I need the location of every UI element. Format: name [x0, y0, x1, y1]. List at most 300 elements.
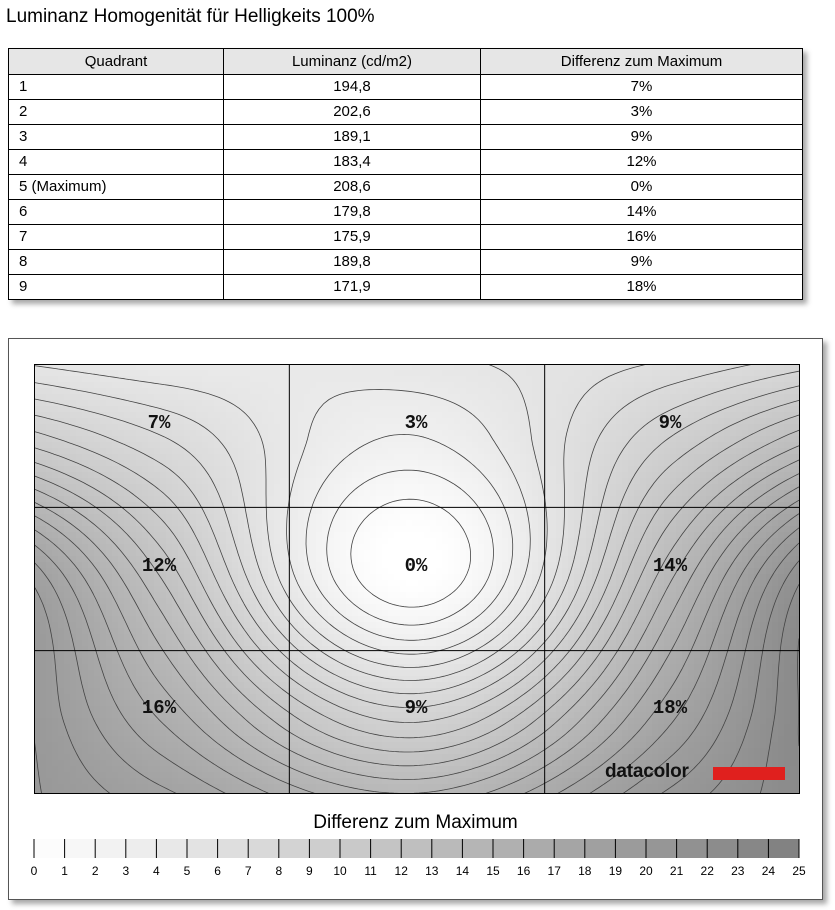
heatmap-pixel [394, 388, 401, 395]
heatmap-pixel [694, 430, 701, 437]
heatmap-pixel [94, 508, 101, 515]
heatmap-pixel [772, 550, 779, 557]
heatmap-pixel [370, 514, 377, 521]
heatmap-pixel [334, 526, 341, 533]
heatmap-pixel [706, 490, 713, 497]
heatmap-pixel [460, 592, 467, 599]
heatmap-pixel [484, 382, 491, 389]
heatmap-pixel [508, 574, 515, 581]
heatmap-pixel [136, 586, 143, 593]
heatmap-pixel [220, 454, 227, 461]
heatmap-pixel [532, 514, 539, 521]
heatmap-pixel [622, 514, 629, 521]
heatmap-pixel [736, 430, 743, 437]
heatmap-pixel [754, 436, 761, 443]
heatmap-pixel [112, 424, 119, 431]
heatmap-pixel [184, 472, 191, 479]
heatmap-pixel [40, 382, 47, 389]
heatmap-pixel [262, 592, 269, 599]
heatmap-pixel [526, 382, 533, 389]
heatmap-pixel [268, 454, 275, 461]
heatmap-pixel [634, 478, 641, 485]
heatmap-pixel [94, 370, 101, 377]
heatmap-pixel [250, 412, 257, 419]
heatmap-pixel [712, 466, 719, 473]
heatmap-pixel [724, 532, 731, 539]
heatmap-pixel [664, 400, 671, 407]
heatmap-pixel [412, 436, 419, 443]
heatmap-pixel [250, 454, 257, 461]
heatmap-pixel [238, 514, 245, 521]
heatmap-pixel [652, 430, 659, 437]
heatmap-pixel [454, 418, 461, 425]
heatmap-pixel [478, 460, 485, 467]
heatmap-pixel [208, 418, 215, 425]
heatmap-pixel [400, 592, 407, 599]
heatmap-pixel [262, 472, 269, 479]
heatmap-pixel [610, 442, 617, 449]
heatmap-pixel [250, 466, 257, 473]
heatmap-pixel [496, 556, 503, 563]
heatmap-pixel [394, 412, 401, 419]
heatmap-pixel [328, 490, 335, 497]
heatmap-pixel [262, 412, 269, 419]
heatmap-pixel [256, 580, 263, 587]
heatmap-pixel [670, 400, 677, 407]
heatmap-pixel [304, 496, 311, 503]
heatmap-pixel [778, 466, 785, 473]
heatmap-pixel [418, 508, 425, 515]
heatmap-pixel [610, 544, 617, 551]
heatmap-pixel [352, 424, 359, 431]
heatmap-pixel [718, 472, 725, 479]
heatmap-pixel [580, 448, 587, 455]
heatmap-pixel [40, 568, 47, 575]
heatmap-pixel [280, 514, 287, 521]
heatmap-pixel [652, 526, 659, 533]
heatmap-pixel [586, 574, 593, 581]
heatmap-pixel [688, 418, 695, 425]
heatmap-pixel [244, 538, 251, 545]
heatmap-pixel [118, 370, 125, 377]
heatmap-pixel [628, 376, 635, 383]
heatmap-pixel [184, 436, 191, 443]
heatmap-pixel [244, 400, 251, 407]
heatmap-pixel [730, 394, 737, 401]
heatmap-pixel [766, 442, 773, 449]
heatmap-pixel [340, 424, 347, 431]
heatmap-pixel [214, 418, 221, 425]
heatmap-pixel [136, 532, 143, 539]
heatmap-pixel [112, 454, 119, 461]
heatmap-pixel [670, 586, 677, 593]
heatmap-pixel [406, 370, 413, 377]
heatmap-pixel [262, 550, 269, 557]
heatmap-pixel [178, 388, 185, 395]
heatmap-pixel [256, 400, 263, 407]
heatmap-pixel [148, 442, 155, 449]
heatmap-pixel [736, 448, 743, 455]
heatmap-pixel [616, 538, 623, 545]
heatmap-pixel [172, 460, 179, 467]
heatmap-pixel [460, 442, 467, 449]
heatmap-pixel [514, 568, 521, 575]
heatmap-pixel [580, 376, 587, 383]
heatmap-pixel [724, 454, 731, 461]
heatmap-pixel [160, 532, 167, 539]
heatmap-pixel [226, 478, 233, 485]
heatmap-pixel [490, 418, 497, 425]
heatmap-pixel [154, 472, 161, 479]
heatmap-pixel [352, 520, 359, 527]
heatmap-pixel [400, 514, 407, 521]
heatmap-pixel [274, 556, 281, 563]
heatmap-pixel [334, 382, 341, 389]
heatmap-pixel [550, 562, 557, 569]
heatmap-pixel [628, 460, 635, 467]
heatmap-pixel [70, 394, 77, 401]
heatmap-pixel [352, 472, 359, 479]
heatmap-pixel [106, 562, 113, 569]
heatmap-pixel [70, 466, 77, 473]
heatmap-pixel [706, 448, 713, 455]
heatmap-pixel [232, 454, 239, 461]
heatmap-pixel [784, 544, 791, 551]
heatmap-pixel [748, 472, 755, 479]
heatmap-pixel [520, 532, 527, 539]
heatmap-pixel [142, 460, 149, 467]
heatmap-pixel [124, 454, 131, 461]
heatmap-pixel [526, 472, 533, 479]
heatmap-pixel [64, 526, 71, 533]
heatmap-pixel [748, 514, 755, 521]
heatmap-pixel [418, 472, 425, 479]
heatmap-pixel [316, 562, 323, 569]
heatmap-pixel [472, 550, 479, 557]
heatmap-pixel [274, 544, 281, 551]
heatmap-pixel [574, 460, 581, 467]
heatmap-pixel [232, 478, 239, 485]
heatmap-pixel [376, 454, 383, 461]
heatmap-pixel [334, 412, 341, 419]
heatmap-pixel [412, 376, 419, 383]
heatmap-pixel [640, 376, 647, 383]
heatmap-pixel [634, 460, 641, 467]
heatmap-pixel [274, 496, 281, 503]
heatmap-pixel [196, 550, 203, 557]
heatmap-pixel [574, 442, 581, 449]
heatmap-pixel [748, 478, 755, 485]
heatmap-pixel [634, 412, 641, 419]
heatmap-pixel [730, 568, 737, 575]
heatmap-pixel [196, 418, 203, 425]
heatmap-pixel [370, 526, 377, 533]
heatmap-pixel [736, 586, 743, 593]
heatmap-pixel [700, 466, 707, 473]
heatmap-pixel [454, 424, 461, 431]
heatmap-pixel [412, 532, 419, 539]
heatmap-pixel [334, 436, 341, 443]
heatmap-pixel [112, 514, 119, 521]
heatmap-pixel [64, 466, 71, 473]
heatmap-pixel [226, 436, 233, 443]
heatmap-pixel [166, 490, 173, 497]
heatmap-pixel [526, 496, 533, 503]
heatmap-pixel [112, 406, 119, 413]
heatmap-pixel [352, 514, 359, 521]
heatmap-pixel [106, 544, 113, 551]
heatmap-pixel [670, 376, 677, 383]
heatmap-pixel [742, 388, 749, 395]
heatmap-pixel [310, 466, 317, 473]
heatmap-pixel [238, 388, 245, 395]
heatmap-pixel [784, 538, 791, 545]
heatmap-pixel [58, 496, 65, 503]
heatmap-pixel [190, 412, 197, 419]
heatmap-pixel [712, 544, 719, 551]
heatmap-pixel [214, 550, 221, 557]
heatmap-pixel [298, 472, 305, 479]
heatmap-pixel [214, 520, 221, 527]
heatmap-pixel [556, 508, 563, 515]
heatmap-pixel [328, 532, 335, 539]
header-luminance: Luminanz (cd/m2) [224, 49, 481, 75]
heatmap-pixel [382, 562, 389, 569]
heatmap-pixel [562, 526, 569, 533]
heatmap-pixel [160, 442, 167, 449]
heatmap-pixel [322, 586, 329, 593]
heatmap-pixel [364, 526, 371, 533]
heatmap-pixel [46, 472, 53, 479]
heatmap-pixel [484, 562, 491, 569]
heatmap-pixel [562, 406, 569, 413]
heatmap-pixel [124, 544, 131, 551]
heatmap-pixel [166, 532, 173, 539]
heatmap-pixel [262, 484, 269, 491]
heatmap-pixel [316, 472, 323, 479]
heatmap-pixel [556, 478, 563, 485]
heatmap-pixel [634, 400, 641, 407]
heatmap-pixel [730, 454, 737, 461]
heatmap-pixel [40, 472, 47, 479]
heatmap-pixel [436, 556, 443, 563]
heatmap-pixel [52, 394, 59, 401]
heatmap-pixel [454, 472, 461, 479]
heatmap-pixel [502, 472, 509, 479]
heatmap-pixel [328, 388, 335, 395]
heatmap-pixel [706, 586, 713, 593]
heatmap-pixel [310, 544, 317, 551]
page-title: Luminanz Homogenität für Helligkeits 100% [6, 6, 375, 27]
heatmap-pixel [106, 424, 113, 431]
heatmap-pixel [364, 472, 371, 479]
heatmap-pixel [316, 496, 323, 503]
heatmap-pixel [40, 370, 47, 377]
heatmap-pixel [724, 436, 731, 443]
heatmap-pixel [652, 418, 659, 425]
heatmap-pixel [556, 442, 563, 449]
heatmap-pixel [484, 592, 491, 599]
heatmap-pixel [700, 514, 707, 521]
heatmap-pixel [730, 406, 737, 413]
heatmap-pixel [238, 580, 245, 587]
heatmap-pixel [424, 442, 431, 449]
heatmap-pixel [718, 544, 725, 551]
heatmap-pixel [304, 400, 311, 407]
heatmap-pixel [724, 478, 731, 485]
heatmap-pixel [172, 490, 179, 497]
heatmap-pixel [514, 508, 521, 515]
heatmap-pixel [736, 394, 743, 401]
heatmap-pixel [274, 592, 281, 599]
heatmap-pixel [694, 382, 701, 389]
heatmap-pixel [244, 562, 251, 569]
heatmap-pixel [190, 550, 197, 557]
heatmap-pixel [238, 520, 245, 527]
heatmap-pixel [148, 520, 155, 527]
heatmap-pixel [130, 412, 137, 419]
heatmap-pixel [586, 436, 593, 443]
heatmap-pixel [436, 538, 443, 545]
heatmap-pixel [466, 370, 473, 377]
heatmap-pixel [508, 550, 515, 557]
heatmap-pixel [268, 532, 275, 539]
heatmap-pixel [220, 562, 227, 569]
heatmap-pixel [640, 520, 647, 527]
heatmap-pixel [670, 394, 677, 401]
heatmap-pixel [376, 382, 383, 389]
heatmap-pixel [748, 460, 755, 467]
heatmap-pixel [754, 442, 761, 449]
heatmap-pixel [742, 574, 749, 581]
heatmap-pixel [112, 484, 119, 491]
heatmap-pixel [250, 478, 257, 485]
heatmap-pixel [340, 466, 347, 473]
heatmap-pixel [358, 496, 365, 503]
heatmap-pixel [550, 472, 557, 479]
heatmap-pixel [292, 556, 299, 563]
heatmap-pixel [616, 394, 623, 401]
heatmap-pixel [202, 508, 209, 515]
heatmap-pixel [382, 418, 389, 425]
heatmap-pixel [202, 442, 209, 449]
heatmap-pixel [556, 496, 563, 503]
heatmap-pixel [520, 520, 527, 527]
heatmap-pixel [682, 508, 689, 515]
heatmap-pixel [628, 388, 635, 395]
heatmap-pixel [454, 574, 461, 581]
heatmap-pixel [676, 526, 683, 533]
heatmap-pixel [124, 436, 131, 443]
heatmap-pixel [202, 406, 209, 413]
heatmap-pixel [226, 460, 233, 467]
heatmap-pixel [556, 580, 563, 587]
heatmap-pixel [448, 472, 455, 479]
heatmap-pixel [220, 400, 227, 407]
heatmap-pixel [430, 550, 437, 557]
heatmap-pixel [316, 544, 323, 551]
heatmap-pixel [196, 442, 203, 449]
heatmap-pixel [304, 448, 311, 455]
heatmap-pixel [646, 382, 653, 389]
heatmap-pixel [358, 556, 365, 563]
heatmap-pixel [730, 388, 737, 395]
heatmap-pixel [646, 424, 653, 431]
heatmap-pixel [244, 550, 251, 557]
heatmap-pixel [394, 394, 401, 401]
heatmap-pixel [442, 454, 449, 461]
heatmap-pixel [382, 388, 389, 395]
heatmap-pixel [46, 514, 53, 521]
heatmap-pixel [688, 394, 695, 401]
heatmap-pixel [718, 478, 725, 485]
heatmap-pixel [472, 388, 479, 395]
heatmap-pixel [502, 430, 509, 437]
heatmap-pixel [178, 484, 185, 491]
heatmap-pixel [346, 586, 353, 593]
heatmap-pixel [718, 442, 725, 449]
heatmap-pixel [58, 538, 65, 545]
heatmap-pixel [706, 382, 713, 389]
heatmap-pixel [208, 514, 215, 521]
heatmap-pixel [430, 508, 437, 515]
heatmap-pixel [118, 490, 125, 497]
heatmap-pixel [610, 586, 617, 593]
heatmap-pixel [148, 448, 155, 455]
heatmap-pixel [580, 544, 587, 551]
heatmap-pixel [622, 376, 629, 383]
heatmap-pixel [190, 418, 197, 425]
heatmap-pixel [616, 490, 623, 497]
heatmap-pixel [58, 586, 65, 593]
heatmap-pixel [454, 436, 461, 443]
heatmap-pixel [634, 370, 641, 377]
heatmap-pixel [718, 466, 725, 473]
heatmap-pixel [550, 526, 557, 533]
heatmap-pixel [172, 472, 179, 479]
heatmap-pixel [724, 508, 731, 515]
heatmap-pixel [280, 490, 287, 497]
heatmap-pixel [202, 454, 209, 461]
heatmap-pixel [346, 490, 353, 497]
heatmap-pixel [574, 484, 581, 491]
heatmap-pixel [496, 532, 503, 539]
heatmap-pixel [136, 430, 143, 437]
heatmap-pixel [688, 412, 695, 419]
heatmap-pixel [394, 382, 401, 389]
heatmap-pixel [574, 370, 581, 377]
heatmap-pixel [490, 460, 497, 467]
heatmap-pixel [124, 448, 131, 455]
heatmap-pixel [226, 538, 233, 545]
heatmap-pixel [460, 472, 467, 479]
heatmap-pixel [670, 484, 677, 491]
heatmap-pixel [142, 532, 149, 539]
heatmap-pixel [394, 556, 401, 563]
heatmap-pixel [364, 442, 371, 449]
heatmap-pixel [592, 490, 599, 497]
heatmap-pixel [142, 514, 149, 521]
heatmap-pixel [778, 430, 785, 437]
heatmap-pixel [784, 514, 791, 521]
heatmap-pixel [76, 382, 83, 389]
heatmap-pixel [550, 496, 557, 503]
heatmap-pixel [706, 580, 713, 587]
heatmap-pixel [568, 586, 575, 593]
heatmap-pixel [232, 574, 239, 581]
heatmap-pixel [148, 388, 155, 395]
heatmap-pixel [310, 400, 317, 407]
